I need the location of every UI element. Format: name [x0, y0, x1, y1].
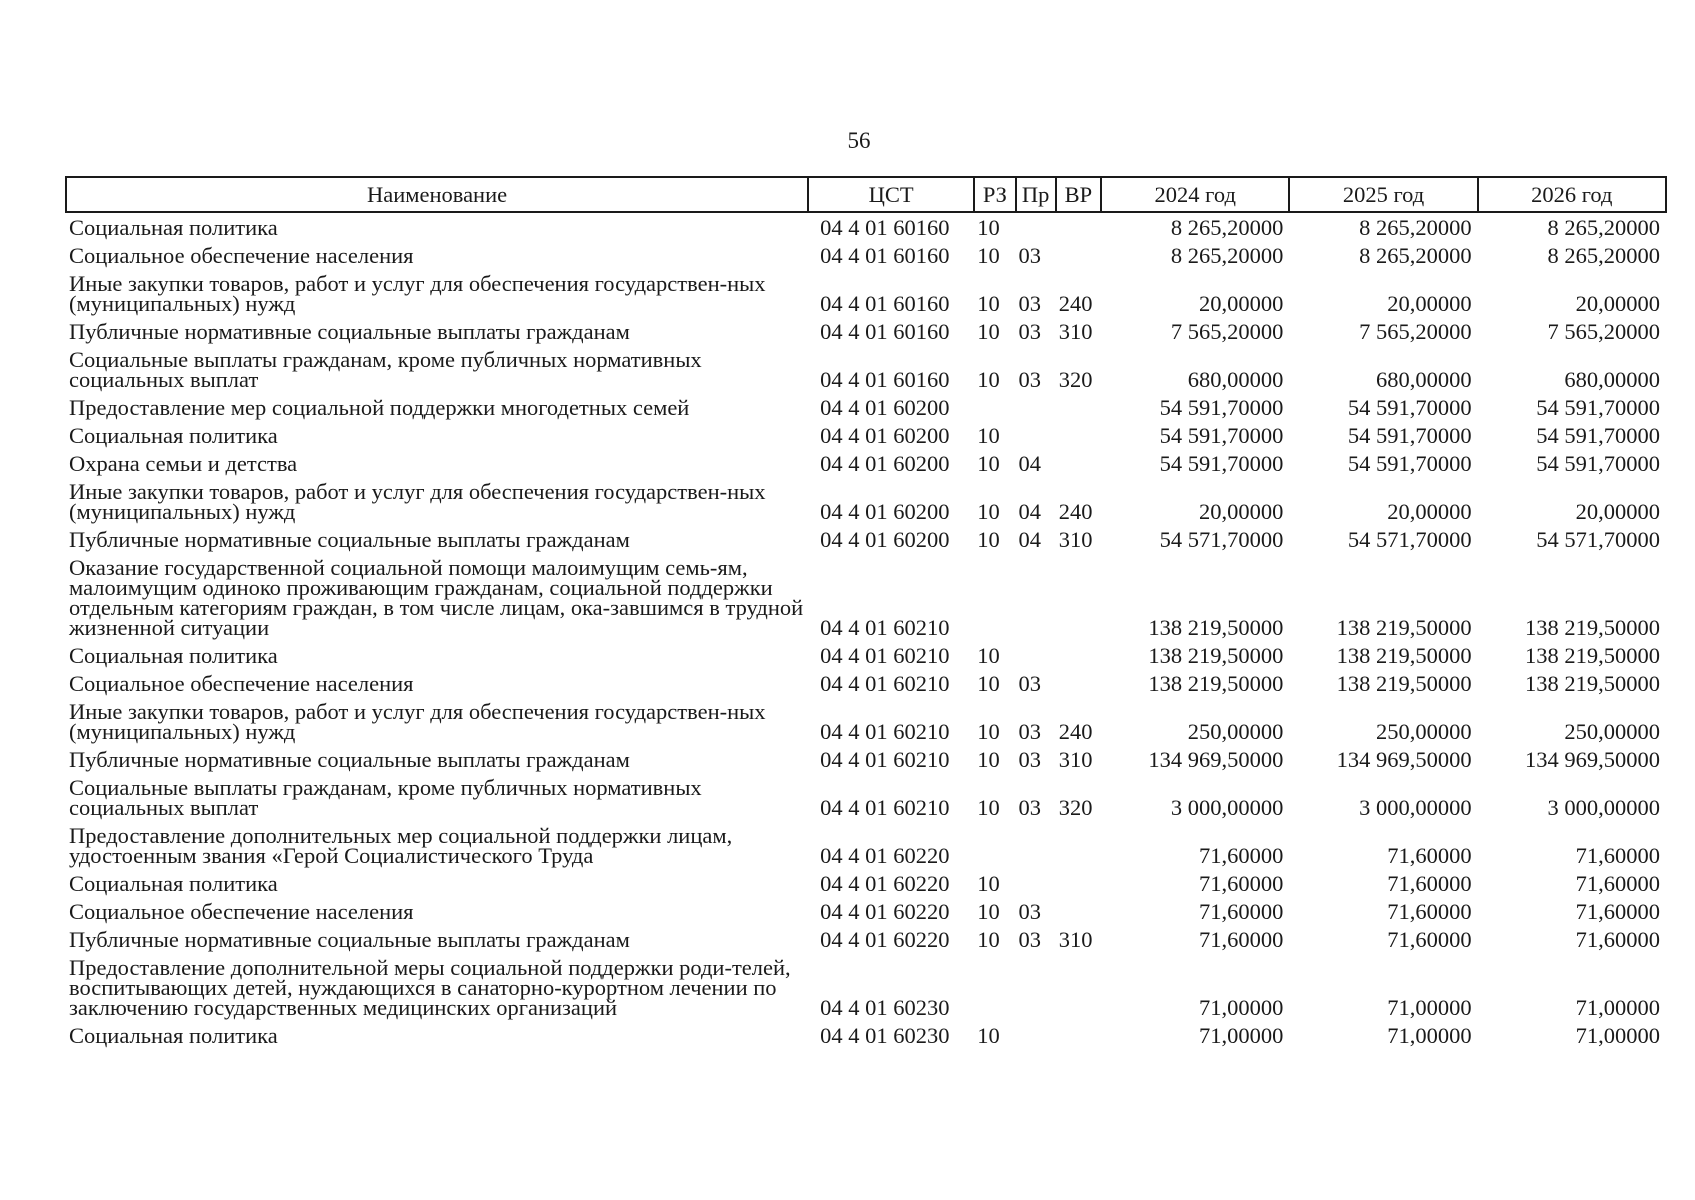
- row-amount-2025: 54 591,70000: [1347, 451, 1472, 476]
- row-pr: 03: [1018, 367, 1042, 392]
- row-amount-2024: 3 000,00000: [1170, 795, 1284, 820]
- table-row: [66, 317, 1666, 345]
- header-name: Наименование: [66, 177, 808, 212]
- row-amount-2026: 71,00000: [1575, 995, 1660, 1020]
- row-amount-2025: 71,00000: [1387, 1023, 1472, 1048]
- row-pr: 03: [1018, 291, 1042, 316]
- row-cst: 04 4 01 60160: [820, 243, 950, 268]
- row-rz: 10: [977, 927, 1000, 952]
- row-name: Оказание государственной социальной помощи малоимущим семь-ям, малоимущим одиноко проживающим гражданам, социальной поддержки отдельным категориям граждан, в том числе лицам, ока-завшимся в трудной жизненной ситуации: [69, 555, 804, 640]
- row-name: Социальные выплаты гражданам, кроме публичных нормативных социальных выплат: [69, 775, 702, 820]
- row-amount-2025: 20,00000: [1387, 291, 1472, 316]
- row-name: Иные закупки товаров, работ и услуг для обеспечения государствен-ных (муниципальных) нужд: [69, 699, 766, 744]
- row-name: Публичные нормативные социальные выплаты гражданам: [69, 527, 630, 552]
- row-cst: 04 4 01 60220: [820, 871, 950, 896]
- row-cst: 04 4 01 60220: [820, 899, 950, 924]
- row-amount-2024: 71,60000: [1198, 927, 1284, 952]
- header-2024: 2024 год: [1101, 177, 1289, 212]
- row-amount-2026: 680,00000: [1564, 367, 1660, 392]
- table-row: [66, 212, 1666, 241]
- row-cst: 04 4 01 60210: [820, 643, 950, 668]
- row-amount-2026: 54 591,70000: [1536, 451, 1660, 476]
- row-vr: [1056, 449, 1101, 477]
- row-amount-2026: 8 265,20000: [1547, 243, 1660, 268]
- row-vr: [1056, 869, 1101, 897]
- row-amount-2026: 138 219,50000: [1525, 671, 1660, 696]
- row-rz: 10: [977, 871, 1000, 896]
- row-rz: 10: [977, 499, 1000, 524]
- row-amount-2025: 3 000,00000: [1359, 795, 1472, 820]
- row-rz: 10: [977, 243, 1000, 268]
- row-name: Социальное обеспечение населения: [69, 899, 414, 924]
- row-amount-2026: 8 265,20000: [1547, 215, 1660, 240]
- row-cst: 04 4 01 60220: [820, 843, 950, 868]
- row-cst: 04 4 01 60200: [820, 451, 950, 476]
- row-amount-2024: 138 219,50000: [1148, 671, 1284, 696]
- table-row: [66, 641, 1666, 669]
- row-amount-2026: 138 219,50000: [1525, 643, 1660, 668]
- row-rz: 10: [977, 423, 1000, 448]
- row-vr: [1056, 641, 1101, 669]
- row-cst: 04 4 01 60220: [820, 927, 950, 952]
- row-rz: [974, 393, 1015, 421]
- row-pr: 03: [1018, 243, 1042, 268]
- row-amount-2025: 8 265,20000: [1359, 215, 1472, 240]
- row-pr: 03: [1018, 795, 1042, 820]
- row-cst: 04 4 01 60160: [820, 319, 950, 344]
- table-body: [66, 212, 1666, 1049]
- row-amount-2026: 20,00000: [1575, 499, 1660, 524]
- row-amount-2024: 54 591,70000: [1159, 395, 1284, 420]
- row-amount-2026: 71,60000: [1575, 871, 1660, 896]
- row-amount-2024: 54 591,70000: [1159, 423, 1284, 448]
- row-vr: 310: [1058, 319, 1093, 344]
- table-row: [66, 925, 1666, 953]
- row-vr: 240: [1058, 291, 1093, 316]
- row-vr: [1056, 212, 1101, 241]
- row-amount-2026: 138 219,50000: [1525, 615, 1660, 640]
- row-rz: 10: [977, 719, 1000, 744]
- row-pr: 03: [1018, 927, 1042, 952]
- header-2026: 2026 год: [1478, 177, 1666, 212]
- row-name: Социальная политика: [69, 871, 278, 896]
- row-amount-2025: 54 591,70000: [1347, 423, 1472, 448]
- row-pr: [1016, 393, 1056, 421]
- row-amount-2026: 20,00000: [1575, 291, 1660, 316]
- row-cst: 04 4 01 60210: [820, 671, 950, 696]
- row-rz: 10: [977, 319, 1000, 344]
- row-pr: [1016, 1021, 1056, 1049]
- table-row: [66, 897, 1666, 925]
- row-vr: 310: [1058, 747, 1093, 772]
- row-vr: [1056, 953, 1101, 1021]
- row-pr: [1016, 641, 1056, 669]
- row-name: Предоставление мер социальной поддержки многодетных семей: [69, 395, 690, 420]
- row-amount-2024: 54 591,70000: [1159, 451, 1284, 476]
- row-pr: 03: [1018, 719, 1042, 744]
- row-vr: 310: [1058, 927, 1093, 952]
- row-cst: 04 4 01 60210: [820, 747, 950, 772]
- table-row: [66, 241, 1666, 269]
- table-row: [66, 393, 1666, 421]
- row-name: Иные закупки товаров, работ и услуг для обеспечения государствен-ных (муниципальных) нужд: [69, 479, 766, 524]
- table-row: [66, 421, 1666, 449]
- row-amount-2024: 54 571,70000: [1159, 527, 1284, 552]
- table-row: [66, 269, 1666, 317]
- row-amount-2024: 8 265,20000: [1170, 243, 1284, 268]
- row-pr: 03: [1018, 319, 1042, 344]
- row-cst: 04 4 01 60200: [820, 395, 950, 420]
- row-amount-2026: 71,60000: [1575, 843, 1660, 868]
- row-amount-2024: 71,60000: [1198, 899, 1284, 924]
- row-rz: [974, 821, 1015, 869]
- row-rz: [974, 953, 1015, 1021]
- row-rz: 10: [977, 643, 1000, 668]
- row-cst: 04 4 01 60230: [820, 1023, 950, 1048]
- row-rz: [974, 553, 1015, 641]
- row-cst: 04 4 01 60210: [820, 719, 950, 744]
- row-name: Иные закупки товаров, работ и услуг для обеспечения государствен-ных (муниципальных) нужд: [69, 271, 766, 316]
- row-rz: 10: [977, 671, 1000, 696]
- table-row: [66, 1021, 1666, 1049]
- header-rz: РЗ: [974, 177, 1015, 212]
- row-cst: 04 4 01 60160: [820, 291, 950, 316]
- row-pr: [1016, 869, 1056, 897]
- row-amount-2026: 134 969,50000: [1525, 747, 1660, 772]
- row-rz: 10: [977, 899, 1000, 924]
- row-amount-2025: 54 591,70000: [1347, 395, 1472, 420]
- header-pr: Пр: [1016, 177, 1056, 212]
- row-amount-2025: 20,00000: [1387, 499, 1472, 524]
- row-amount-2025: 71,60000: [1387, 899, 1472, 924]
- row-pr: [1016, 821, 1056, 869]
- row-name: Предоставление дополнительных мер социальной поддержки лицам, удостоенным звания «Герой Социалистического Труда: [69, 823, 733, 868]
- row-name: Социальная политика: [69, 423, 278, 448]
- row-vr: 240: [1058, 719, 1093, 744]
- budget-table: [65, 176, 1667, 1049]
- row-cst: 04 4 01 60160: [820, 215, 950, 240]
- row-amount-2026: 54 591,70000: [1536, 423, 1660, 448]
- row-amount-2025: 71,60000: [1387, 927, 1472, 952]
- row-amount-2025: 680,00000: [1376, 367, 1472, 392]
- row-amount-2026: 250,00000: [1564, 719, 1660, 744]
- row-amount-2024: 138 219,50000: [1148, 643, 1284, 668]
- row-pr: [1016, 553, 1056, 641]
- row-pr: 03: [1018, 747, 1042, 772]
- table-row: [66, 773, 1666, 821]
- table-row: [66, 669, 1666, 697]
- row-amount-2025: 138 219,50000: [1336, 671, 1472, 696]
- table-row: [66, 477, 1666, 525]
- row-amount-2024: 680,00000: [1187, 367, 1284, 392]
- row-vr: 320: [1058, 795, 1093, 820]
- row-amount-2025: 54 571,70000: [1347, 527, 1472, 552]
- row-cst: 04 4 01 60210: [820, 615, 950, 640]
- row-rz: 10: [977, 527, 1000, 552]
- row-vr: [1056, 421, 1101, 449]
- row-rz: 10: [977, 451, 1000, 476]
- row-vr: 240: [1058, 499, 1093, 524]
- row-amount-2024: 71,00000: [1198, 1023, 1284, 1048]
- table-row: [66, 553, 1666, 641]
- header-vr: ВР: [1056, 177, 1101, 212]
- row-amount-2025: 71,00000: [1387, 995, 1472, 1020]
- row-cst: 04 4 01 60230: [820, 995, 950, 1020]
- row-amount-2024: 71,00000: [1198, 995, 1284, 1020]
- row-name: Социальное обеспечение населения: [69, 671, 414, 696]
- row-amount-2024: 134 969,50000: [1148, 747, 1284, 772]
- row-vr: 310: [1058, 527, 1093, 552]
- row-rz: 10: [977, 795, 1000, 820]
- row-amount-2025: 138 219,50000: [1336, 615, 1472, 640]
- row-cst: 04 4 01 60210: [820, 795, 950, 820]
- row-pr: 04: [1018, 451, 1042, 476]
- row-name: Предоставление дополнительной меры социальной поддержки роди-телей, воспитывающих детей, нуждающихся в санаторно-курортном лечении по заключению государственных медицинских организаций: [69, 955, 791, 1020]
- row-pr: [1016, 212, 1056, 241]
- row-amount-2026: 7 565,20000: [1547, 319, 1660, 344]
- header-2025: 2025 год: [1289, 177, 1477, 212]
- row-amount-2025: 7 565,20000: [1359, 319, 1472, 344]
- row-amount-2024: 138 219,50000: [1148, 615, 1284, 640]
- row-amount-2026: 71,60000: [1575, 899, 1660, 924]
- row-amount-2024: 250,00000: [1187, 719, 1284, 744]
- row-vr: [1056, 553, 1101, 641]
- row-amount-2025: 134 969,50000: [1336, 747, 1472, 772]
- row-name: Социальное обеспечение населения: [69, 243, 414, 268]
- row-vr: [1056, 897, 1101, 925]
- table-header: [66, 177, 1666, 212]
- row-amount-2024: 71,60000: [1198, 871, 1284, 896]
- row-cst: 04 4 01 60200: [820, 423, 950, 448]
- row-pr: 03: [1018, 899, 1042, 924]
- row-name: Социальная политика: [69, 215, 278, 240]
- row-amount-2024: 20,00000: [1198, 291, 1284, 316]
- row-amount-2026: 54 571,70000: [1536, 527, 1660, 552]
- row-pr: 04: [1018, 527, 1042, 552]
- row-name: Социальная политика: [69, 1023, 278, 1048]
- row-amount-2024: 7 565,20000: [1170, 319, 1284, 344]
- row-vr: [1056, 393, 1101, 421]
- table-row: [66, 869, 1666, 897]
- row-name: Охрана семьи и детства: [69, 451, 298, 476]
- row-vr: [1056, 821, 1101, 869]
- row-amount-2024: 71,60000: [1198, 843, 1284, 868]
- row-amount-2025: 250,00000: [1376, 719, 1472, 744]
- row-amount-2025: 71,60000: [1387, 843, 1472, 868]
- row-rz: 10: [977, 1023, 1000, 1048]
- row-pr: 04: [1018, 499, 1042, 524]
- row-amount-2024: 20,00000: [1198, 499, 1284, 524]
- row-name: Публичные нормативные социальные выплаты гражданам: [69, 747, 630, 772]
- row-amount-2025: 71,60000: [1387, 871, 1472, 896]
- page-number: 56: [847, 128, 871, 153]
- table-row: [66, 449, 1666, 477]
- row-amount-2026: 3 000,00000: [1547, 795, 1660, 820]
- table-row: [66, 697, 1666, 745]
- row-vr: [1056, 669, 1101, 697]
- row-rz: 10: [977, 291, 1000, 316]
- row-amount-2026: 71,60000: [1575, 927, 1660, 952]
- row-name: Публичные нормативные социальные выплаты гражданам: [69, 319, 630, 344]
- row-cst: 04 4 01 60160: [820, 367, 950, 392]
- table-row: [66, 745, 1666, 773]
- header-cst: ЦСТ: [808, 177, 974, 212]
- row-vr: 320: [1058, 367, 1093, 392]
- row-amount-2025: 8 265,20000: [1359, 243, 1472, 268]
- row-cst: 04 4 01 60200: [820, 499, 950, 524]
- row-vr: [1056, 241, 1101, 269]
- row-name: Социальная политика: [69, 643, 278, 668]
- row-rz: 10: [977, 367, 1000, 392]
- row-amount-2026: 71,00000: [1575, 1023, 1660, 1048]
- table-row: [66, 525, 1666, 553]
- row-cst: 04 4 01 60200: [820, 527, 950, 552]
- table-row: [66, 345, 1666, 393]
- row-pr: 03: [1018, 671, 1042, 696]
- row-vr: [1056, 1021, 1101, 1049]
- row-pr: [1016, 421, 1056, 449]
- table-row: [66, 821, 1666, 869]
- row-name: Публичные нормативные социальные выплаты гражданам: [69, 927, 630, 952]
- row-amount-2024: 8 265,20000: [1170, 215, 1284, 240]
- table-row: [66, 953, 1666, 1021]
- row-rz: 10: [977, 215, 1000, 240]
- row-rz: 10: [977, 747, 1000, 772]
- row-amount-2025: 138 219,50000: [1336, 643, 1472, 668]
- row-name: Социальные выплаты гражданам, кроме публичных нормативных социальных выплат: [69, 347, 702, 392]
- row-amount-2026: 54 591,70000: [1536, 395, 1660, 420]
- row-pr: [1016, 953, 1056, 1021]
